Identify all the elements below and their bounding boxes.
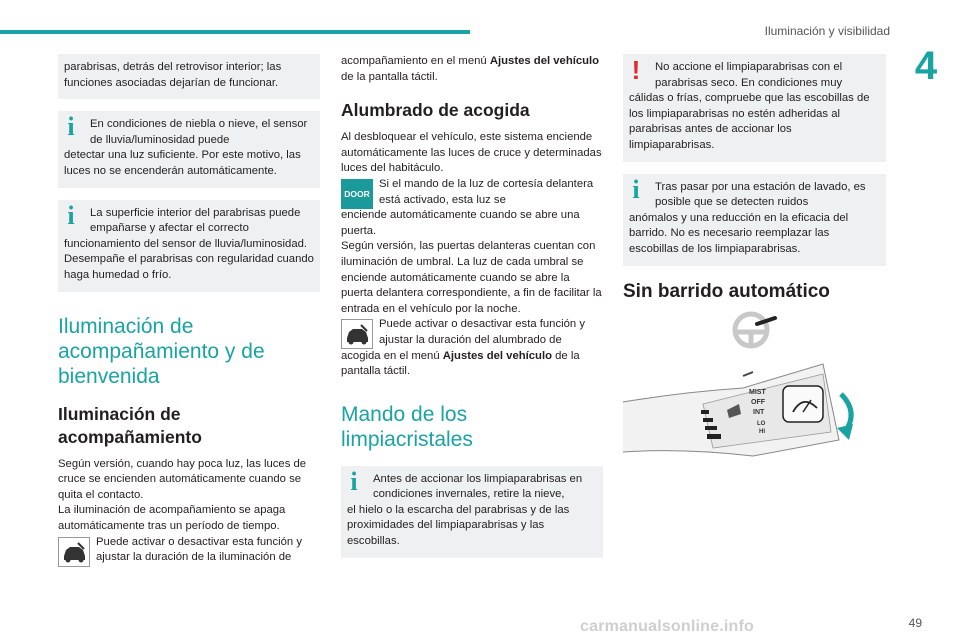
- menu-name: Ajustes del vehículo: [489, 55, 600, 67]
- note-box-continued: [58, 54, 320, 99]
- column-3: [623, 54, 886, 311]
- stalk-label-off: OFF: [751, 399, 765, 406]
- steering-wheel-icon: [735, 314, 775, 346]
- menu-name: Ajustes del vehículo: [442, 349, 552, 362]
- note-text: detectar una luz suficiente. Por este motivo, las luces no se encenderán automáticamente.: [64, 149, 301, 177]
- warning-box-dry: [623, 54, 886, 162]
- paragraph: Al desbloquear el vehículo, este sistema enciende automáticamente las luces de cruce y determinadas luces del habitáculo.: [341, 131, 602, 175]
- note-text: funcionamiento del sensor de lluvia/luminosidad.: [64, 237, 308, 250]
- stalk-label-int: INT: [753, 409, 765, 416]
- info-icon: i: [67, 200, 75, 230]
- paragraph-text: Puede activar o desactivar esta función y ajustar la duración de la iluminación de: [96, 535, 302, 564]
- subsection-title: Sin barrido automático: [623, 280, 830, 302]
- note-lead: En condiciones de niebla o nieve, el sensor de lluvia/luminosidad puede: [90, 118, 308, 146]
- info-icon: i: [350, 466, 358, 496]
- note-text: Desempañe el parabrisas con regularidad cuando haga humedad o frío.: [64, 253, 314, 281]
- column-2: [341, 54, 603, 570]
- info-box-carwash: [623, 174, 886, 266]
- text-run: acompañamiento en el menú: [341, 55, 490, 67]
- paragraph: [341, 54, 603, 85]
- note-lead: Tras pasar por una estación de lavado, es posible que se detecten ruidos: [655, 180, 866, 209]
- note-text: parabrisas, detrás del retrovisor interior; las funciones asociadas dejarían de funcionar.: [64, 61, 282, 89]
- header-accent-bar: [0, 30, 470, 34]
- wiper-stalk-illustration: [623, 308, 886, 468]
- paragraph: La iluminación de acompañamiento se apaga automáticamente tras un período de tiempo.: [58, 504, 286, 532]
- warning-icon: !: [631, 55, 641, 85]
- car-settings-icon: [58, 537, 90, 567]
- chapter-number: 4: [914, 44, 938, 88]
- paragraph-with-icon: [341, 177, 603, 239]
- note-text: el hielo o la escarcha del parabrisas y de las proximidades del limpiaparabrisas y las escobillas.: [347, 503, 570, 548]
- paragraph-with-icon: [341, 317, 603, 379]
- note-lead: La superficie interior del parabrisas puede empañarse y afectar el correcto: [90, 206, 301, 235]
- note-lead: Antes de accionar los limpiaparabrisas en condiciones invernales, retire la nieve,: [373, 472, 583, 501]
- note-lead: No accione el limpiaparabrisas con el parabrisas seco. En condiciones muy: [655, 61, 843, 89]
- header-title: Iluminación y visibilidad: [764, 24, 890, 38]
- stalk-label-lo: LO: [757, 421, 766, 427]
- page-number: 49: [908, 616, 922, 630]
- note-text: anómalos y una reducción en la eficacia del barrido. No es necesario reemplazar las escobillas de los limpiaparabrisas.: [629, 211, 849, 255]
- paragraph: Según versión, las puertas delanteras cuentan con iluminación de umbral. La luz de cada umbral se enciende automáticamente cuando se abre la puerta delantera correspondiente, a fin de facilitar la entrada en el vehículo por la noche.: [341, 240, 602, 315]
- column-1: [58, 54, 320, 566]
- paragraph-text: enciende automáticamente cuando se abre una puerta.: [341, 209, 580, 237]
- info-icon: i: [67, 112, 75, 142]
- text-run: acogida en el menú: [341, 349, 443, 362]
- subsection-title: Iluminación de acompañamiento: [58, 403, 202, 447]
- paragraph-text: Si el mando de la luz de cortesía delantera está activado, esta luz se: [379, 177, 594, 206]
- info-box-winter: [341, 466, 603, 558]
- section-title: Mando de los limpiacristales: [341, 402, 473, 451]
- car-settings-icon: [341, 319, 373, 349]
- text-run: de la pantalla táctil.: [341, 349, 580, 378]
- door-light-icon: DOOR: [341, 179, 373, 209]
- section-title: Iluminación de acompañamiento y de bienvenida: [58, 314, 265, 388]
- info-box-fog: [58, 111, 320, 187]
- paragraph-text: [341, 349, 603, 380]
- text-run: de la pantalla táctil.: [341, 70, 438, 83]
- info-box-windshield: [58, 200, 320, 292]
- paragraph: Según versión, cuando hay poca luz, las luces de cruce se encienden automáticamente cuando se quita el contacto.: [58, 457, 307, 501]
- info-icon: i: [632, 174, 640, 204]
- note-text: cálidas o frías, compruebe que las escobillas de los limpiaparabrisas no estén adheridas al parabrisas antes de accionar los limpiaparabrisas.: [629, 92, 870, 151]
- paragraph-with-icon: [58, 535, 320, 566]
- stalk-label-hi: HI: [759, 429, 765, 435]
- paragraph-text: Puede activar o desactivar esta función y ajustar la duración del alumbrado de: [379, 318, 585, 346]
- rotation-arrow-icon: [837, 394, 853, 440]
- watermark: carmanualsonline.info: [580, 618, 755, 635]
- stalk-label-mist: MIST: [749, 389, 766, 396]
- subsection-title: Alumbrado de acogida: [341, 100, 530, 121]
